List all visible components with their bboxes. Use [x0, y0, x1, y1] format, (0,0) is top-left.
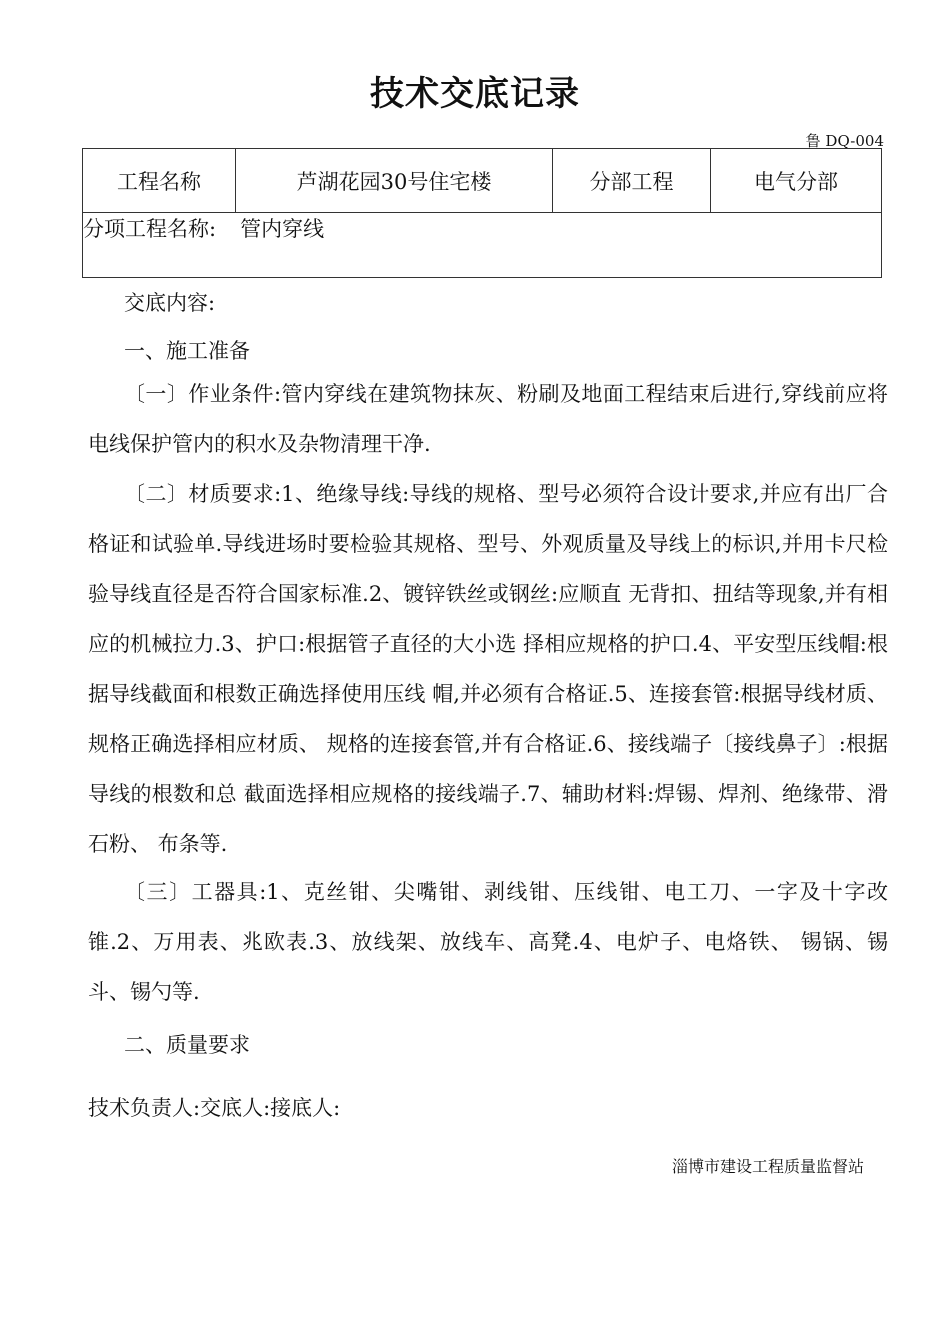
project-name-value: 芦湖花园30号住宅楼	[236, 149, 553, 213]
subitem-cell	[83, 213, 882, 278]
paragraph-tools: 〔三〕工器具:1、克丝钳、尖嘴钳、剥线钳、压线钳、电工刀、一字及十字改锥.2、万用表、兆欧表.3、放线架、放线车、高凳.4、电炉子、电烙铁、 锡锅、锡斗、锡勺等.	[88, 880, 888, 1004]
section-heading-2: 二、质量要求	[124, 1033, 250, 1057]
table-row	[83, 149, 882, 213]
page-title: 技术交底记录	[370, 74, 580, 114]
footer-agency: 淄博市建设工程质量监督站	[671, 1157, 864, 1176]
division-label: 分部工程	[553, 149, 711, 213]
subitem-value: 管内穿线	[240, 217, 325, 241]
paragraph-materials: 〔二〕材质要求:1、绝缘导线:导线的规格、型号必须符合设计要求,并应有出厂合格证和试验单.导线进场时要检验其规格、型号、外观质量及导线上的标识,并用卡尺检验导线直径是否符合国家标准.2、镀锌铁丝或钢丝:应顺直 无背扣、扭结等现象,并有相应的机械拉力.3、护口:根据管子直径的大小选 择相应规格的护口.4、平安型压线帽:根据导线截面和根数正确选择使用压线 帽,并必须有合格证.5、连接套管:根据导线材质、规格正确选择相应材质、 规格的连接套管,并有合格证.6、接线端子〔接线鼻子〕:根据导线的根数和总 截面选择相应规格的接线端子.7、辅助材料:焊锡、焊剂、绝缘带、滑石粉、 布条等.	[88, 482, 888, 856]
content-heading: 交底内容:	[124, 291, 216, 315]
subitem-label: 分项工程名称:	[83, 217, 217, 241]
division-value: 电气分部	[711, 149, 882, 213]
info-table	[82, 148, 882, 278]
form-code: 鲁 DQ-004	[805, 132, 884, 150]
project-name-label: 工程名称	[83, 149, 236, 213]
section-heading-1: 一、施工准备	[124, 339, 250, 363]
signature-line: 技术负责人:交底人:接底人:	[88, 1096, 341, 1120]
paragraph-conditions: 〔一〕作业条件:管内穿线在建筑物抹灰、粉刷及地面工程结束后进行,穿线前应将电线保护管内的积水及杂物清理干净.	[88, 382, 888, 456]
table-row	[83, 213, 882, 278]
